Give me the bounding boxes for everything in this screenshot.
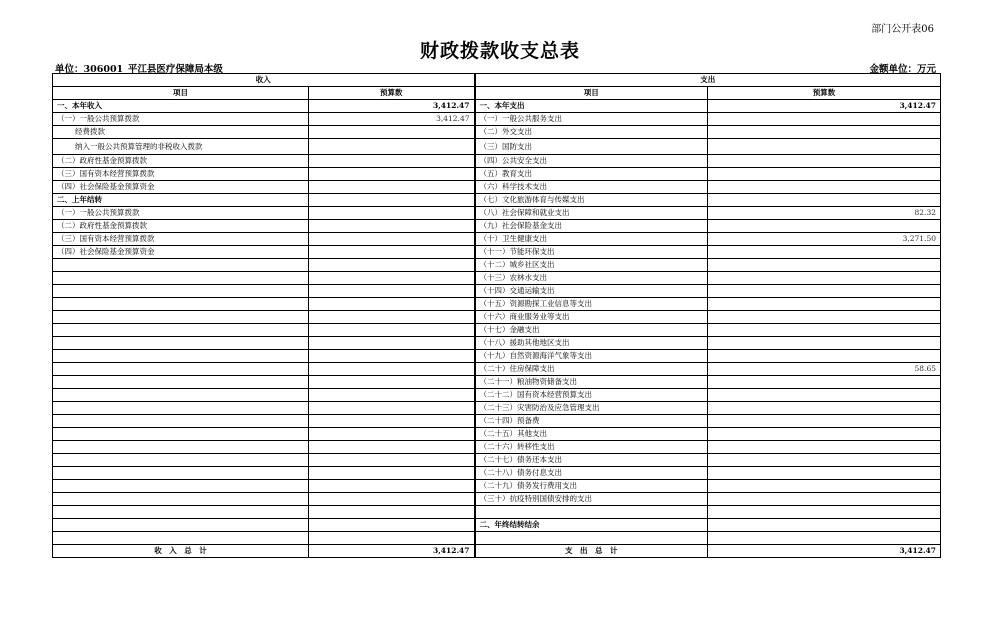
income-item-cell [53, 259, 309, 272]
expense-budget-cell [708, 220, 941, 233]
income-budget-cell [309, 532, 475, 545]
table-row [53, 480, 941, 493]
table-row [53, 506, 941, 519]
expense-item-cell [475, 532, 708, 545]
expense-item-cell: （六）科学技术支出 [475, 181, 708, 194]
income-header: 收入 [53, 74, 475, 87]
income-item-cell [53, 311, 309, 324]
expense-item-cell [475, 506, 708, 519]
income-item-cell [53, 350, 309, 363]
income-budget-cell [309, 181, 475, 194]
expense-item-cell: （二十四）预备费 [475, 415, 708, 428]
expense-item-cell: （十四）交通运输支出 [475, 285, 708, 298]
expense-item-cell: （二十一）粮油物资储备支出 [475, 376, 708, 389]
expense-budget-cell [708, 139, 941, 155]
income-item-cell: （三）国有资本经营预算拨款 [53, 168, 309, 181]
expense-budget-cell [708, 285, 941, 298]
income-item-cell [53, 415, 309, 428]
table-row [53, 493, 941, 506]
income-budget-cell [309, 493, 475, 506]
income-budget-cell: 3,412.47 [309, 113, 475, 126]
income-budget-cell [309, 139, 475, 155]
income-budget-cell [309, 363, 475, 376]
income-budget-cell [309, 415, 475, 428]
expense-item-cell: （十二）城乡社区支出 [475, 259, 708, 272]
expense-item-cell: （二十五）其他支出 [475, 428, 708, 441]
income-item-cell: （四）社会保险基金预算资金 [53, 246, 309, 259]
expense-budget-cell: 3,271.50 [708, 233, 941, 246]
expense-budget-cell [708, 506, 941, 519]
table-row [53, 454, 941, 467]
table-row [53, 298, 941, 311]
expense-item-cell: （十三）农林水支出 [475, 272, 708, 285]
income-item-cell [53, 493, 309, 506]
expense-budget-cell: 82.32 [708, 207, 941, 220]
income-budget-cell [309, 402, 475, 415]
expense-budget-cell [708, 246, 941, 259]
expense-item-cell: （二十八）债务付息支出 [475, 467, 708, 480]
table-row [53, 139, 941, 155]
income-item-cell [53, 298, 309, 311]
table-row [53, 311, 941, 324]
income-item-cell [53, 454, 309, 467]
income-item-cell [53, 285, 309, 298]
expense-budget-cell [708, 441, 941, 454]
expense-item-cell: （八）社会保障和就业支出 [475, 207, 708, 220]
expense-budget-cell [708, 181, 941, 194]
income-budget-cell [309, 324, 475, 337]
expense-budget-cell [708, 493, 941, 506]
income-item-cell: （一）一般公共预算拨款 [53, 207, 309, 220]
income-budget-cell [309, 220, 475, 233]
table-row [53, 126, 941, 139]
table-row [53, 415, 941, 428]
income-item-cell: （一）一般公共预算拨款 [53, 113, 309, 126]
income-item-cell [53, 519, 309, 532]
income-item-col-header: 项目 [53, 87, 309, 100]
expense-budget-cell [708, 113, 941, 126]
income-item-cell [53, 272, 309, 285]
expense-item-cell: （十九）自然资源海洋气象等支出 [475, 350, 708, 363]
expense-item-cell: （三十）抗疫特别国债安排的支出 [475, 493, 708, 506]
income-item-cell: （二）政府性基金预算拨款 [53, 220, 309, 233]
table-row [53, 272, 941, 285]
income-budget-cell [309, 311, 475, 324]
income-budget-cell [309, 298, 475, 311]
expense-budget-cell: 3,412.47 [708, 100, 941, 113]
table-row [53, 113, 941, 126]
income-budget-col-header: 预算数 [309, 87, 475, 100]
table-row [53, 100, 941, 113]
income-budget-cell [309, 480, 475, 493]
table-row [53, 467, 941, 480]
income-item-cell: 一、本年收入 [53, 100, 309, 113]
expense-budget-cell [708, 428, 941, 441]
income-item-cell [53, 441, 309, 454]
table-row [53, 402, 941, 415]
expense-item-cell: （十一）节能环保支出 [475, 246, 708, 259]
expense-budget-cell [708, 194, 941, 207]
expense-budget-cell [708, 376, 941, 389]
expense-item-cell: （十五）资源勘探工业信息等支出 [475, 298, 708, 311]
expense-header: 支出 [475, 74, 941, 87]
table-row [53, 376, 941, 389]
table-row [53, 441, 941, 454]
page-title: 财政拨款收支总表 [419, 40, 580, 62]
expense-budget-cell [708, 259, 941, 272]
expense-item-cell: （四）公共安全支出 [475, 155, 708, 168]
income-budget-cell [309, 168, 475, 181]
income-item-cell [53, 480, 309, 493]
expense-total-label: 支 出 总 计 [475, 545, 708, 558]
expense-item-cell: （十六）商业服务业等支出 [475, 311, 708, 324]
expense-item-cell: 一、本年支出 [475, 100, 708, 113]
income-budget-cell [309, 194, 475, 207]
income-item-cell [53, 324, 309, 337]
expense-item-cell: （十八）援助其他地区支出 [475, 337, 708, 350]
currency-unit-label: 金额单位：万元 [869, 64, 936, 75]
expense-item-col-header: 项目 [475, 87, 708, 100]
income-budget-cell [309, 207, 475, 220]
income-budget-cell [309, 467, 475, 480]
expense-budget-cell [708, 402, 941, 415]
unit-label: 单位：306001_平江县医疗保障局本级 [55, 64, 223, 75]
table-row [53, 337, 941, 350]
income-budget-cell [309, 233, 475, 246]
income-budget-cell [309, 337, 475, 350]
expense-item-cell: （十）卫生健康支出 [475, 233, 708, 246]
income-budget-cell [309, 272, 475, 285]
table-number-tag: 部门公开表06 [871, 24, 934, 35]
income-item-cell: （三）国有资本经营预算拨款 [53, 233, 309, 246]
expense-budget-cell [708, 337, 941, 350]
income-item-cell [53, 467, 309, 480]
expense-budget-cell [708, 415, 941, 428]
expense-budget-cell [708, 272, 941, 285]
expense-budget-col-header: 预算数 [708, 87, 941, 100]
income-budget-cell [309, 126, 475, 139]
expense-budget-cell [708, 389, 941, 402]
expense-item-cell: （三）国防支出 [475, 139, 708, 155]
table-row [53, 155, 941, 168]
table-row [53, 207, 941, 220]
table-row [53, 285, 941, 298]
expense-budget-cell [708, 454, 941, 467]
expense-item-cell: 二、年终结转结余 [475, 519, 708, 532]
income-budget-cell [309, 285, 475, 298]
expense-budget-cell [708, 298, 941, 311]
income-item-cell: 纳入一般公共预算管理的非税收入拨款 [53, 139, 309, 155]
table-row [53, 428, 941, 441]
expense-budget-cell [708, 467, 941, 480]
income-total-label: 收 入 总 计 [53, 545, 309, 558]
expense-budget-cell [708, 480, 941, 493]
table-row [53, 389, 941, 402]
expense-item-cell: （五）教育支出 [475, 168, 708, 181]
expense-item-cell: （二十三）灾害防治及应急管理支出 [475, 402, 708, 415]
expense-item-cell: （七）文化旅游体育与传媒支出 [475, 194, 708, 207]
income-item-cell [53, 376, 309, 389]
income-item-cell: 经费拨款 [53, 126, 309, 139]
table-row [53, 259, 941, 272]
total-row [53, 545, 941, 558]
table-row [53, 363, 941, 376]
income-budget-cell [309, 389, 475, 402]
income-item-cell [53, 363, 309, 376]
expense-item-cell: （一）一般公共服务支出 [475, 113, 708, 126]
income-budget-cell [309, 428, 475, 441]
income-item-cell: （二）政府性基金预算拨款 [53, 155, 309, 168]
income-budget-cell [309, 506, 475, 519]
expense-item-cell: （九）社会保险基金支出 [475, 220, 708, 233]
expense-item-cell: （二十二）国有资本经营预算支出 [475, 389, 708, 402]
expense-budget-cell [708, 519, 941, 532]
expense-budget-cell: 58.65 [708, 363, 941, 376]
expense-budget-cell [708, 350, 941, 363]
expense-total-value: 3,412.47 [708, 545, 941, 558]
income-budget-cell [309, 519, 475, 532]
income-budget-cell [309, 350, 475, 363]
income-budget-cell: 3,412.47 [309, 100, 475, 113]
income-total-value: 3,412.47 [309, 545, 475, 558]
income-budget-cell [309, 454, 475, 467]
expense-item-cell: （二十九）债务发行费用支出 [475, 480, 708, 493]
budget-summary-table [52, 73, 941, 558]
expense-budget-cell [708, 155, 941, 168]
expense-budget-cell [708, 324, 941, 337]
expense-item-cell: （二十七）债务还本支出 [475, 454, 708, 467]
table-row [53, 181, 941, 194]
table-row [53, 532, 941, 545]
table-row [53, 168, 941, 181]
income-budget-cell [309, 246, 475, 259]
table-row [53, 350, 941, 363]
income-budget-cell [309, 376, 475, 389]
table-row [53, 220, 941, 233]
table-row [53, 519, 941, 532]
expense-budget-cell [708, 311, 941, 324]
income-budget-cell [309, 441, 475, 454]
expense-budget-cell [708, 168, 941, 181]
income-item-cell: （四）社会保险基金预算资金 [53, 181, 309, 194]
income-budget-cell [309, 155, 475, 168]
income-item-cell [53, 389, 309, 402]
income-budget-cell [309, 259, 475, 272]
table-row [53, 194, 941, 207]
table-row [53, 324, 941, 337]
income-item-cell: 二、上年结转 [53, 194, 309, 207]
income-item-cell [53, 532, 309, 545]
table-row [53, 246, 941, 259]
income-item-cell [53, 337, 309, 350]
expense-budget-cell [708, 532, 941, 545]
expense-item-cell: （二十六）转移性支出 [475, 441, 708, 454]
income-item-cell [53, 506, 309, 519]
expense-budget-cell [708, 126, 941, 139]
expense-item-cell: （二）外交支出 [475, 126, 708, 139]
income-item-cell [53, 428, 309, 441]
expense-item-cell: （十七）金融支出 [475, 324, 708, 337]
expense-item-cell: （二十）住房保障支出 [475, 363, 708, 376]
income-item-cell [53, 402, 309, 415]
table-row [53, 233, 941, 246]
